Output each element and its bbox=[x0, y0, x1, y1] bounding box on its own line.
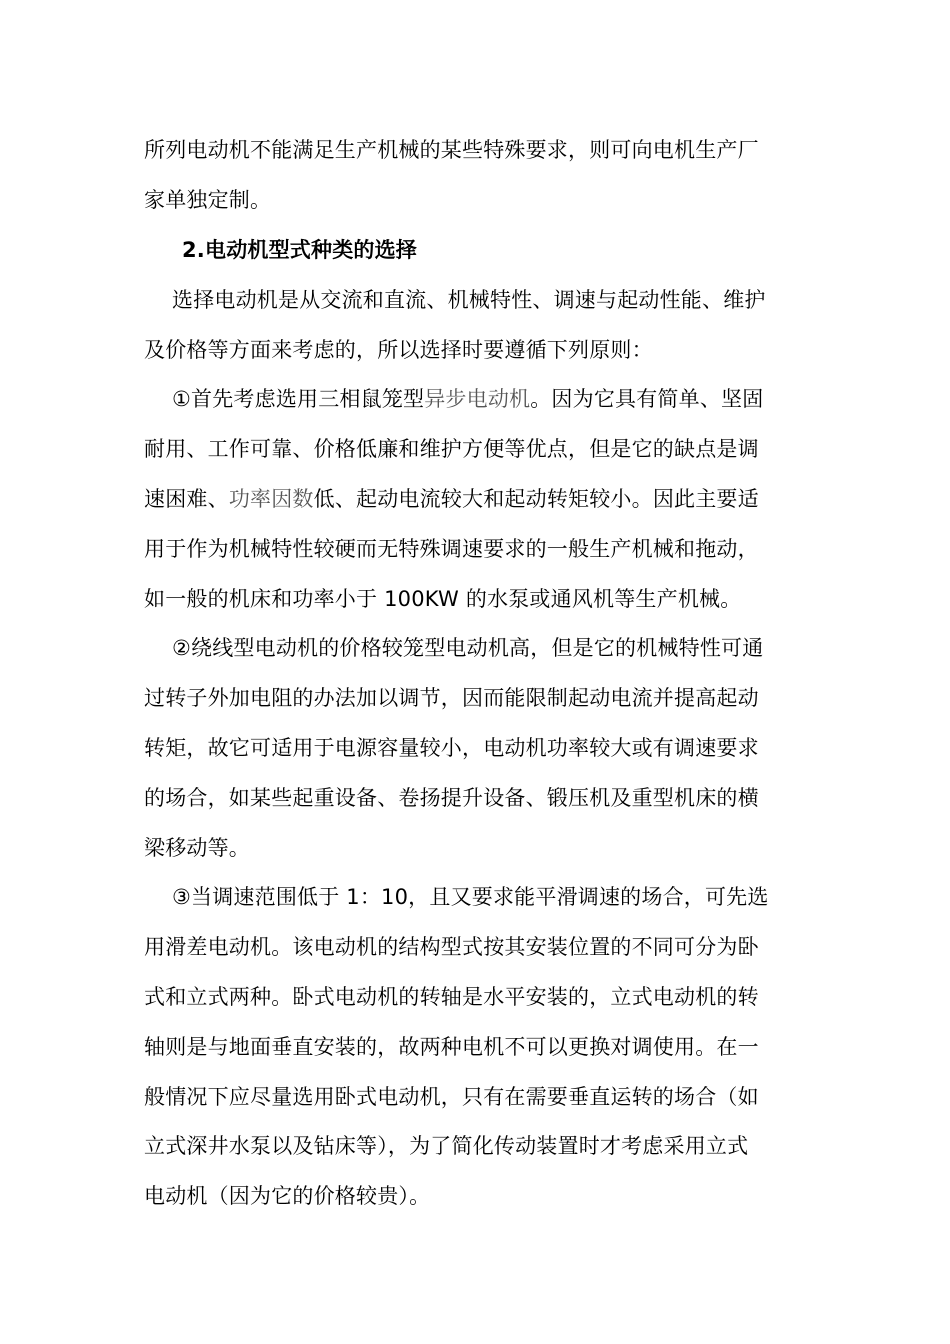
paragraph-line: 所列电动机不能满足生产机械的某些特殊要求，则可向电机生产厂 bbox=[144, 138, 759, 162]
paragraph-line: 立式深井水泵以及钻床等），为了简化传动装置时才考虑采用立式 bbox=[144, 1134, 749, 1158]
paragraph-line: ②绕线型电动机的价格较笼型电动机高，但是它的机械特性可通 bbox=[172, 636, 764, 660]
paragraph-line: 转矩，故它可适用于电源容量较小，电动机功率较大或有调速要求 bbox=[144, 736, 759, 760]
paragraph-line: ③当调速范围低于 1：10，且又要求能平滑调速的场合，可先选 bbox=[172, 885, 769, 909]
paragraph-line: 轴则是与地面垂直安装的，故两种电机不可以更换对调使用。在一 bbox=[144, 1035, 759, 1059]
paragraph-line: 梁移动等。 bbox=[144, 836, 250, 860]
paragraph-line: 耐用、工作可靠、价格低廉和维护方便等优点，但是它的缺点是调 bbox=[144, 437, 759, 461]
async-motor-link[interactable]: 异步电动机 bbox=[424, 387, 531, 411]
power-factor-link[interactable]: 功率因数 bbox=[228, 487, 314, 511]
line-text: 速困难、 bbox=[144, 487, 229, 511]
line-text: ①首先考虑选用三相鼠笼型 bbox=[172, 387, 425, 411]
paragraph-line: 及价格等方面来考虑的，所以选择时要遵循下列原则： bbox=[144, 338, 653, 362]
paragraph-line: 选择电动机是从交流和直流、机械特性、调速与起动性能、维护 bbox=[172, 288, 766, 312]
paragraph-line: 家单独定制。 bbox=[144, 188, 272, 212]
paragraph-line: 用于作为机械特性较硬而无特殊调速要求的一般生产机械和拖动， bbox=[144, 537, 759, 561]
paragraph-line bbox=[172, 384, 834, 414]
paragraph-line: 用滑差电动机。该电动机的结构型式按其安装位置的不同可分为卧 bbox=[144, 935, 759, 959]
paragraph-line: 电动机（因为它的价格较贵）。 bbox=[144, 1184, 431, 1208]
paragraph-line: 般情况下应尽量选用卧式电动机，只有在需要垂直运转的场合（如 bbox=[144, 1085, 759, 1109]
line-text: 。因为它具有简单、坚固 bbox=[530, 387, 764, 411]
line-text: 低、起动电流较大和起动转矩较小。因此主要适 bbox=[313, 487, 759, 511]
section-heading: 2.电动机型式种类的选择 bbox=[182, 238, 417, 262]
paragraph-line: 的场合，如某些起重设备、卷扬提升设备、锻压机及重型机床的横 bbox=[144, 786, 759, 810]
paragraph-line: 过转子外加电阻的办法加以调节，因而能限制起动电流并提高起动 bbox=[144, 686, 759, 710]
paragraph-line bbox=[144, 484, 806, 514]
paragraph-line: 式和立式两种。卧式电动机的转轴是水平安装的，立式电动机的转 bbox=[144, 985, 759, 1009]
paragraph-line: 如一般的机床和功率小于 100KW 的水泵或通风机等生产机械。 bbox=[144, 587, 742, 611]
